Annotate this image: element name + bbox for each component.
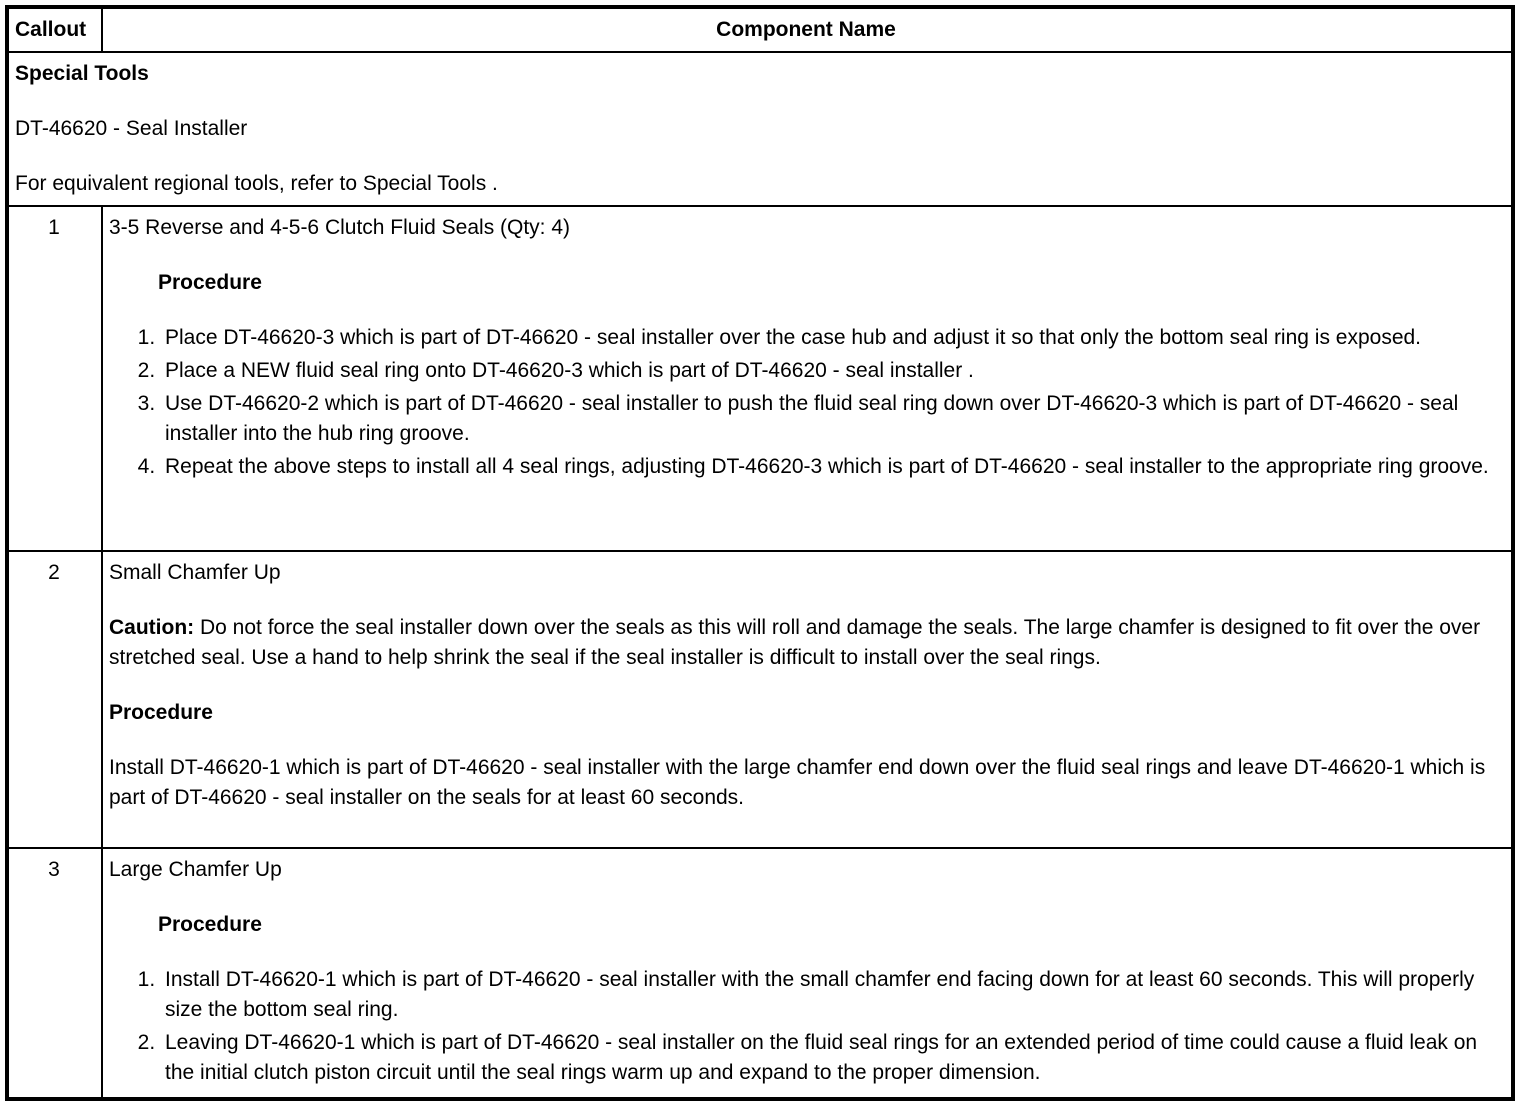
component-description-cell bbox=[102, 206, 1513, 551]
table-header-row bbox=[7, 7, 1513, 52]
special-tools-note: For equivalent regional tools, refer to Special Tools . bbox=[15, 172, 498, 196]
component-title: 3-5 Reverse and 4-5-6 Clutch Fluid Seals (Qty: 4) bbox=[109, 216, 571, 240]
component-table bbox=[5, 5, 1515, 1101]
procedure-steps-list bbox=[109, 323, 1503, 482]
step-item: 3. Use DT-46620-2 which is part of DT-46620 - seal installer to push the fluid seal ring down over DT-46620-3 which is part of DT-46620 - seal installer into the hub ring groove. bbox=[161, 389, 1503, 449]
table-row bbox=[7, 551, 1513, 848]
table-row bbox=[7, 206, 1513, 551]
component-description-cell bbox=[102, 551, 1513, 848]
component-name-column-header: Component Name bbox=[102, 7, 1513, 52]
special-tools-title: Special Tools bbox=[15, 62, 149, 86]
callout-number: 2 bbox=[7, 551, 102, 848]
step-item: 2. Place a NEW fluid seal ring onto DT-46620-3 which is part of DT-46620 - seal installer . bbox=[161, 356, 1503, 386]
procedure-body: Install DT-46620-1 which is part of DT-46620 - seal installer with the large chamfer end down over the fluid seal rings and leave DT-46620-1 which is part of DT-46620 - seal installer on the seals for at least 60 seconds. bbox=[109, 756, 1486, 810]
caution-paragraph bbox=[109, 613, 1503, 673]
procedure-heading: Procedure bbox=[158, 271, 262, 295]
special-tools-row bbox=[7, 52, 1513, 206]
component-title: Large Chamfer Up bbox=[109, 858, 282, 882]
caution-text: Do not force the seal installer down over the seals as this will roll and damage the seals. The large chamfer is designed to fit over the over stretched seal. Use a hand to help shrink the seal if the seal installer is difficult to install over the seal rings. bbox=[109, 616, 1481, 670]
special-tools-cell bbox=[7, 52, 1513, 206]
component-description-cell bbox=[102, 848, 1513, 1099]
procedure-heading: Procedure bbox=[109, 701, 213, 725]
step-item: 1. Place DT-46620-3 which is part of DT-46620 - seal installer over the case hub and adjust it so that only the bottom seal ring is exposed. bbox=[161, 323, 1503, 353]
caution-label: Caution: bbox=[109, 616, 195, 640]
callout-number: 3 bbox=[7, 848, 102, 1099]
step-item: 4. Repeat the above steps to install all 4 seal rings, adjusting DT-46620-3 which is part of DT-46620 - seal installer to the appropriate ring groove. bbox=[161, 452, 1503, 482]
special-tool-item: DT-46620 - Seal Installer bbox=[15, 117, 248, 141]
step-item: 2. Leaving DT-46620-1 which is part of DT-46620 - seal installer on the fluid seal rings for an extended period of time could cause a fluid leak on the initial clutch piston circuit until the seal rings warm up and expand to the proper dimension. bbox=[161, 1028, 1503, 1088]
procedure-steps-list bbox=[109, 965, 1503, 1088]
callout-number: 1 bbox=[7, 206, 102, 551]
procedure-heading: Procedure bbox=[158, 913, 262, 937]
component-title: Small Chamfer Up bbox=[109, 561, 281, 585]
table-row bbox=[7, 848, 1513, 1099]
callout-column-header: Callout bbox=[7, 7, 102, 52]
step-item: 1. Install DT-46620-1 which is part of DT-46620 - seal installer with the small chamfer end facing down for at least 60 seconds. This will properly size the bottom seal ring. bbox=[161, 965, 1503, 1025]
